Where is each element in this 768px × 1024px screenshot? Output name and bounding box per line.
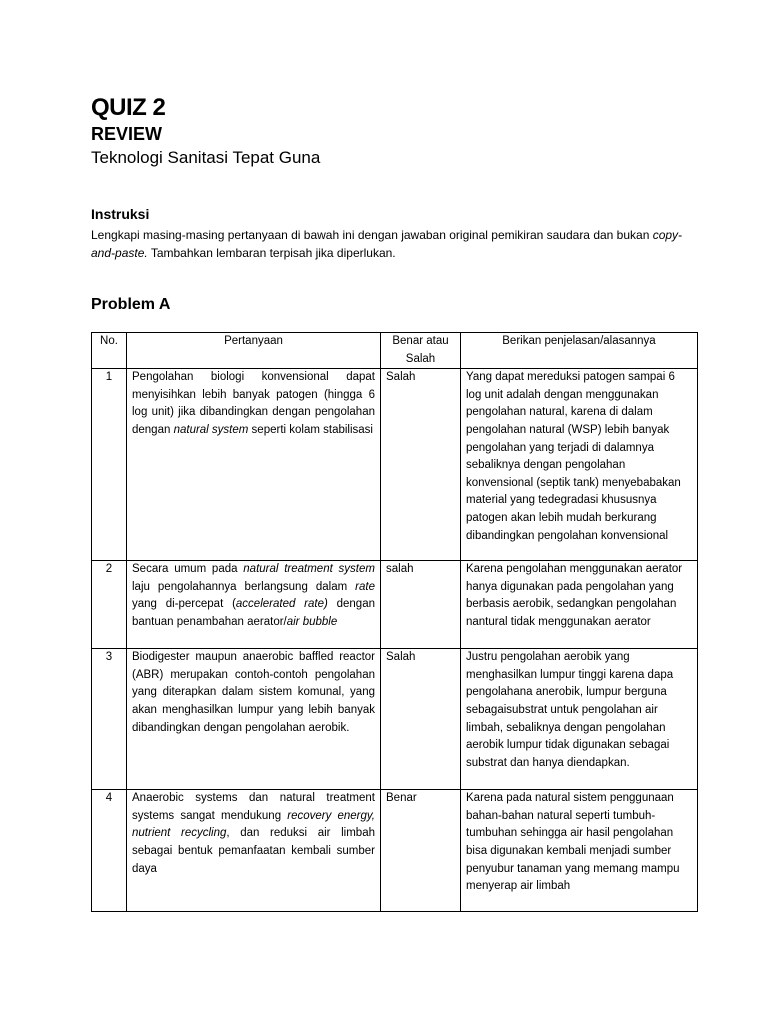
row-answer: salah	[381, 561, 461, 649]
problem-table	[91, 332, 698, 912]
table-row	[92, 369, 698, 561]
row-question	[127, 790, 381, 912]
review-subtitle: REVIEW	[91, 124, 163, 144]
table-header-row	[92, 333, 698, 369]
row-explanation: Justru pengolahan aerobik yang menghasilkan lumpur tinggi karena dapa pengolahana anerobik, lumpur berguna sebagaisubstrat untuk pengolahan air limbah, sebaliknya dengan pengolahan aerobik lumpur tidak digunakan sebagai substrat dan hanya diendapkan.	[461, 649, 698, 790]
header-no: No.	[92, 333, 127, 369]
row-number: 1	[92, 369, 127, 561]
question-italic-term: natural treatment system	[243, 563, 375, 576]
row-explanation: Karena pengolahan menggunakan aerator hanya digunakan pada pengolahan yang berbasis aerobik, sedangkan pengolahan nantural tidak menggunakan aerator	[461, 561, 698, 649]
row-question	[127, 561, 381, 649]
row-answer: Salah	[381, 649, 461, 790]
instructions-text	[91, 226, 691, 262]
table-row	[92, 790, 698, 912]
question-text: Secara umum pada	[132, 563, 244, 576]
question-text: Anaerobic systems dan natural treatment systems sangat mendukung	[132, 792, 375, 822]
question-text: laju pengolahannya berlangsung dalam	[132, 580, 356, 593]
row-number: 4	[92, 790, 127, 912]
row-explanation: Yang dapat mereduksi patogen sampai 6 log unit adalah dengan menggunakan pengolahan natural, karena di dalam pengolahan natural (WSP) lebih banyak pengolahan yang terjadi di dalamnya sebaliknya dengan pengolahan konvensional (septik tank) menyebabakan material yang tedegradasi khususnya patogen akan lebih mudah berkurang dibandingkan pengolahan konvensional	[461, 369, 698, 561]
row-explanation: Karena pada natural sistem penggunaan bahan-bahan natural seperti tumbuh-tumbuhan sehingga air hasil pengolahan bisa digunakan kembali menjadi sumber penyubur tanaman yang memang mampu menyerap air limbah	[461, 790, 698, 912]
instructions-text-part2: Tambahkan lembaran terpisah jika diperlukan.	[147, 246, 396, 260]
instructions-text-part1: Lengkapi masing-masing pertanyaan di bawah ini dengan jawaban original pemikiran saudara dan bukan	[91, 228, 653, 242]
row-answer: Salah	[381, 369, 461, 561]
quiz-title: QUIZ 2	[91, 94, 166, 121]
instructions-heading: Instruksi	[91, 206, 150, 222]
question-italic-term: rate	[355, 580, 375, 593]
row-number: 2	[92, 561, 127, 649]
row-question	[127, 649, 381, 790]
row-answer: Benar	[381, 790, 461, 912]
question-italic-term: accelerated rate)	[235, 598, 328, 611]
table-row	[92, 649, 698, 790]
header-true-false: Benar atau Salah	[381, 333, 461, 369]
question-italic-term: air bubble	[286, 615, 338, 628]
question-text: dengan bantuan penambahan aerator/	[132, 598, 375, 628]
question-text: Pengolahan biologi konvensional dapat menyisihkan lebih banyak patogen (hingga 6 log unit) jika dibandingkan dengan pengolahan dengan	[132, 371, 375, 436]
row-question	[127, 369, 381, 561]
problem-heading: Problem A	[91, 296, 171, 313]
question-text: Biodigester maupun anaerobic baffled reactor (ABR) merupakan contoh-contoh pengolahan yang diterapkan dalam sistem komunal, yang akan menghasilkan lumpur yang lebih banyak dibandingkan dengan pengolahan aerobik.	[132, 651, 375, 734]
question-text: yang di-percepat (	[132, 598, 236, 611]
instructions-text-italic: copy-and-paste.	[91, 228, 683, 260]
question-italic-term: natural system	[173, 423, 249, 436]
course-name: Teknologi Sanitasi Tepat Guna	[91, 148, 321, 167]
question-text: seperti kolam stabilisasi	[248, 423, 373, 436]
header-explanation: Berikan penjelasan/alasannya	[461, 333, 698, 369]
question-italic-term: recovery energy, nutrient recycling	[132, 809, 375, 840]
table-row	[92, 561, 698, 649]
header-question: Pertanyaan	[127, 333, 381, 369]
row-number: 3	[92, 649, 127, 790]
question-text: , dan reduksi air limbah sebagai bentuk pemanfaatan kembali sumber daya	[132, 827, 375, 875]
